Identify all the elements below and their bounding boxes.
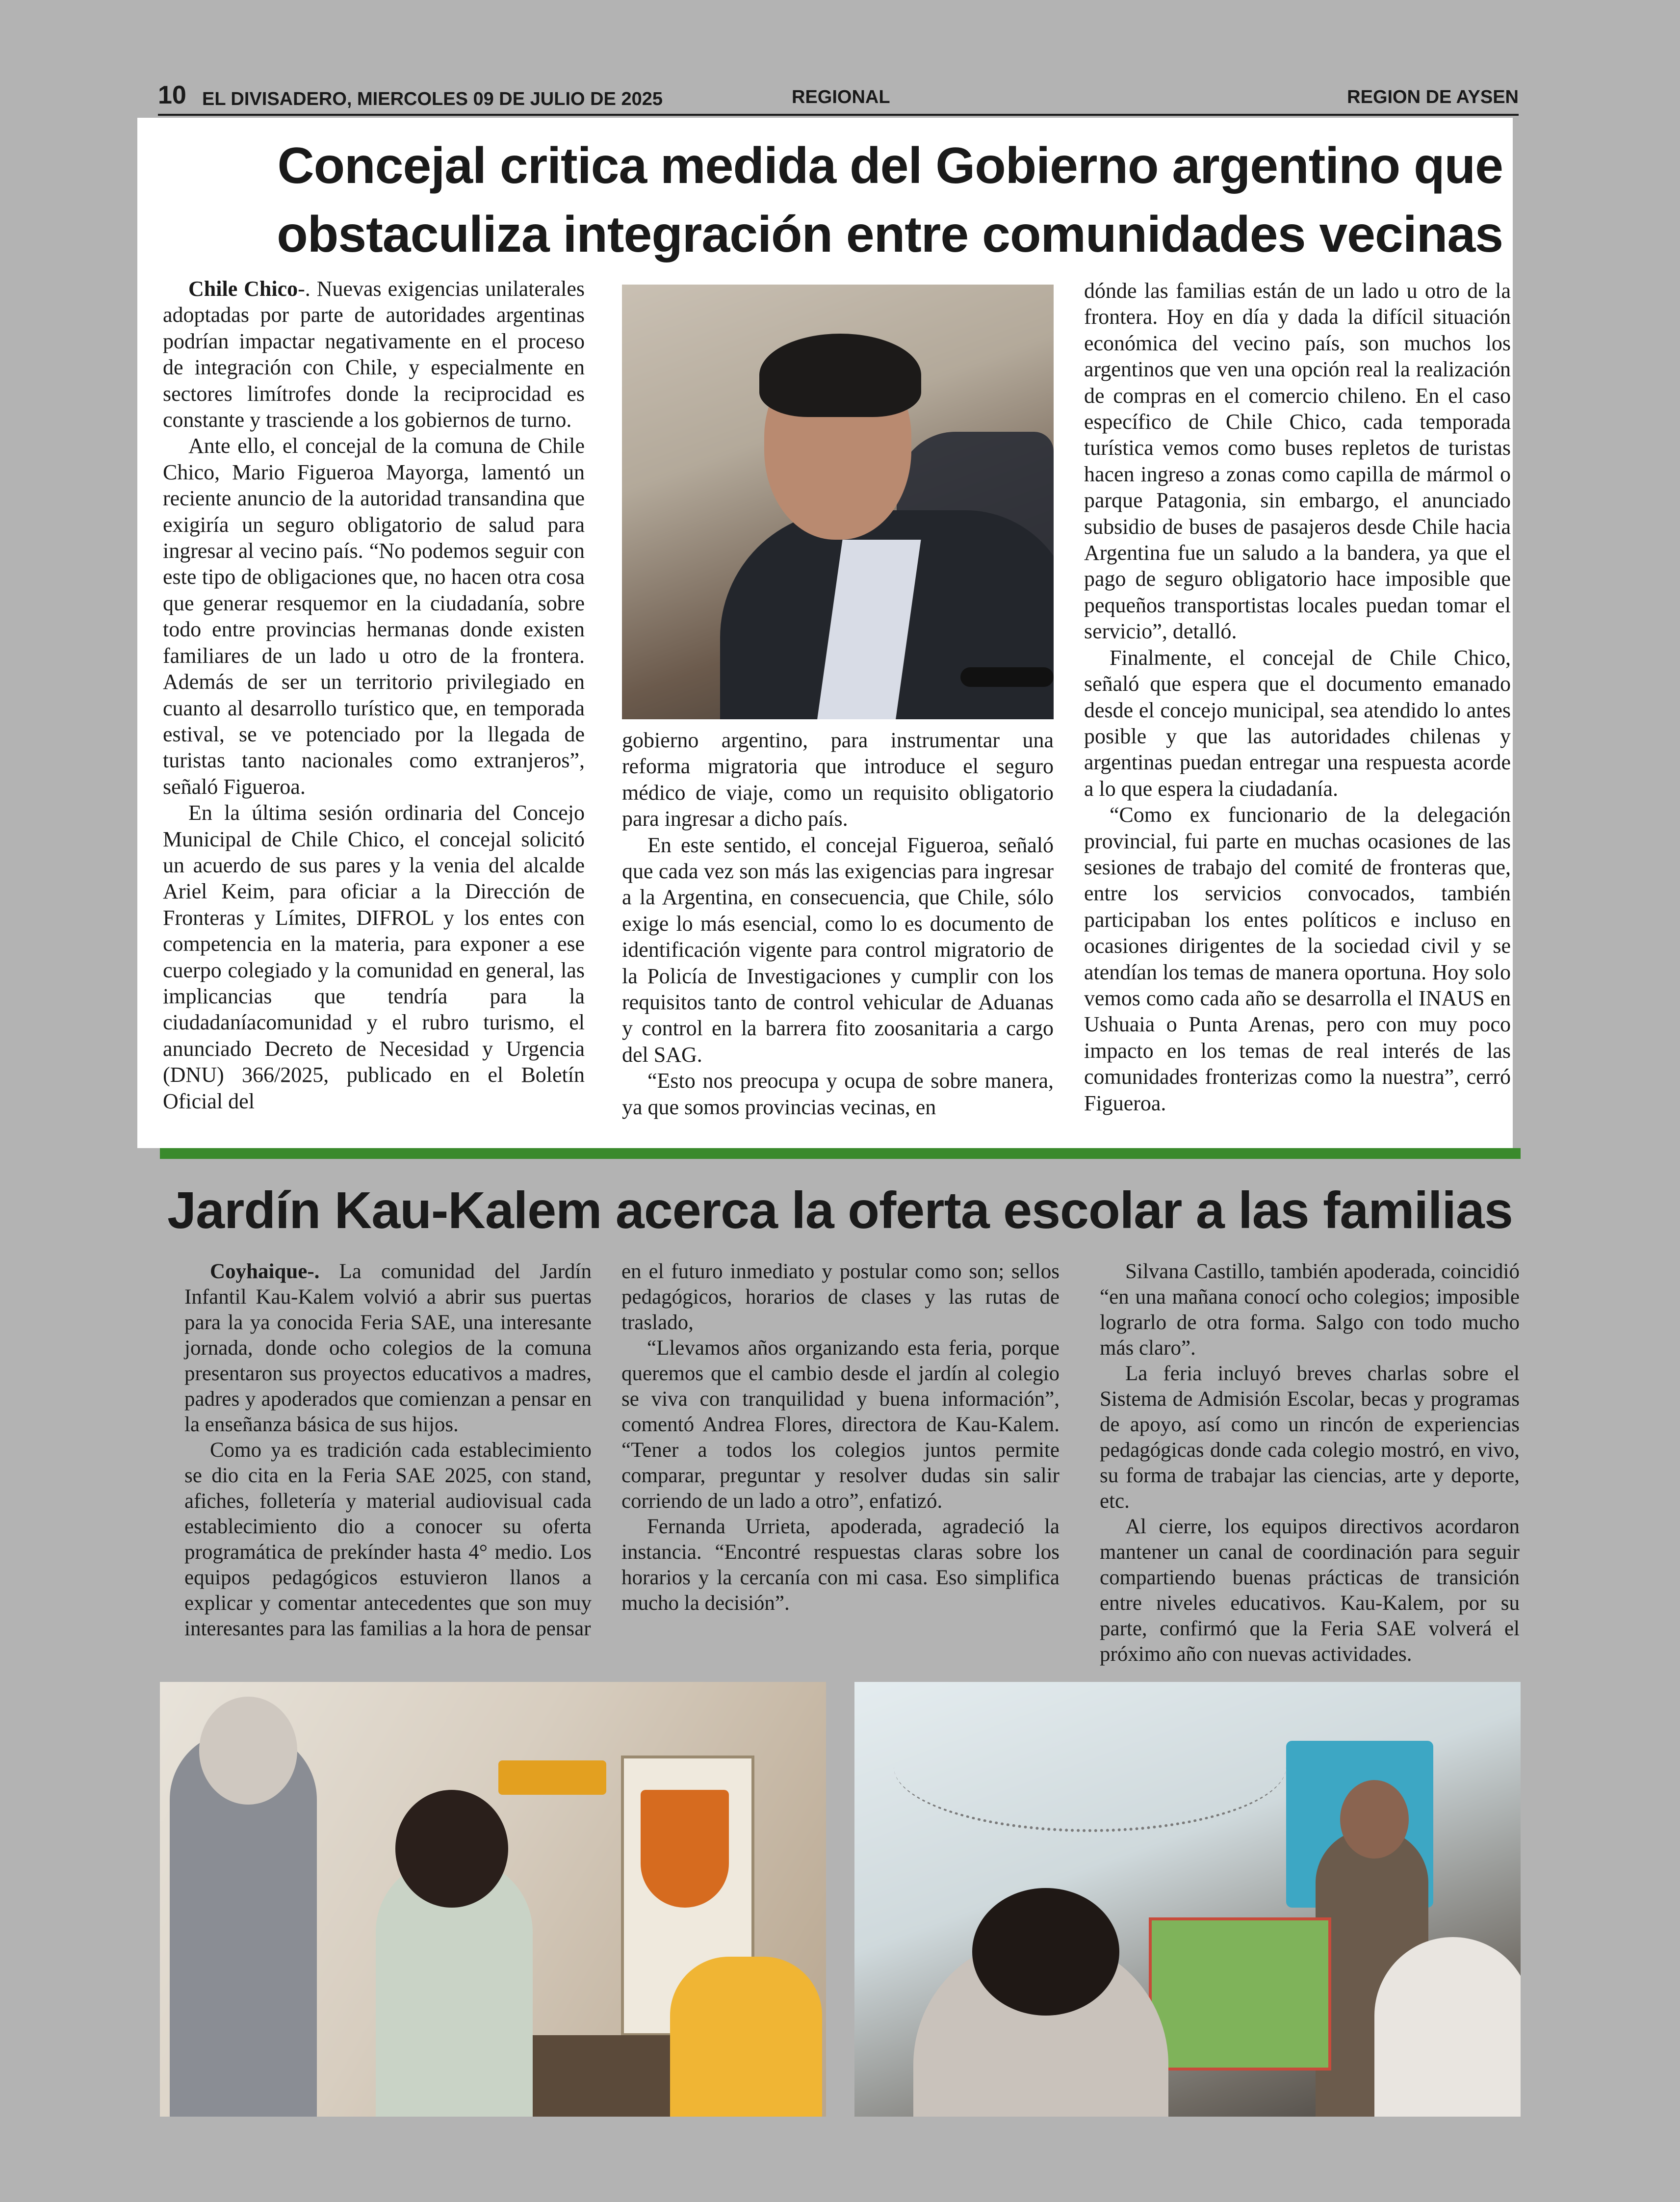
paragraph: “Como ex funcionario de la delegación provincial, fui parte en muchas ocasiones de las sesiones de trabajo del comité de fronteras que, entre los servicios convocados, también participaban los entes políticos e incluso en ocasiones dirigentes de la sociedad civil y se atendían los temas de manera oportuna. Hoy solo vemos como cada año se desarrolla el INAUS en Ushuaia o Punta Arenas, pero con muy poco impacto en los temas de real interés de las comunidades fronterizas como la nuestra”, cerró Figueroa.: [1084, 803, 1511, 1115]
photo-person-visitor-right: [1374, 1937, 1521, 2117]
article-concejal-column-2: [622, 727, 1054, 1120]
newspaper-dateline: EL DIVISADERO, MIERCOLES 09 DE JULIO DE 2025: [202, 89, 663, 109]
article-concejal-column-1: [163, 276, 585, 1114]
paragraph: En este sentido, el concejal Figueroa, señaló que cada vez son más las exigencias para ingresar a la Argentina, en consecuencia, que Chile, sólo exige lo más esencial, como lo es documento de identificación vigente para control migratorio de la Policía de Investigaciones y cumplir con los requisitos tanto de control vehicular de Aduanas y control en la barrera fito zoosanitaria a cargo del SAG.: [622, 833, 1054, 1067]
photo-person-man-head: [199, 1697, 297, 1805]
paragraph: Al cierre, los equipos directivos acordaron mantener un canal de coordinación para seguir compartiendo buenas prácticas de transición entre niveles educativos. Kau-Kalem, por su parte, confirmó que la Feria SAE volverá el próximo año con nuevas actividades.: [1100, 1515, 1520, 1666]
article-jardin-column-3: [1100, 1259, 1520, 1667]
paragraph-text: -. Nuevas exigencias unilaterales adoptadas por parte de autoridades argentinas podrían impactar negativamente en el proceso de integración con Chile, y especialmente en sectores limítrofes donde la reciprocidad es constante y trasciende a los gobiernos de turno.: [163, 277, 585, 432]
paragraph: [163, 276, 585, 433]
paragraph: dónde las familias están de un lado u otro de la frontera. Hoy en día y dada la difícil situación económica del vecino país, son muchos los argentinos que ven una opción real la realización de compras en el comercio chileno. En el caso específico de Chile Chico, cada temporada turística vemos como buses repletos de turistas hacen ingreso a zonas como capilla de mármol o parque Patagonia, sin embargo, el anunciado subsidio de buses de pasajeros desde Chile hacia Argentina fue un saludo a la bandera, ya que el pago de seguro obligatorio hace imposible que pequeños transportistas locales puedan tomar el servicio”, detalló.: [1084, 279, 1511, 644]
headline-line-1: Concejal critica medida del Gobierno argentino que: [277, 137, 1503, 194]
page-number: 10: [158, 81, 186, 109]
page-header: [158, 82, 1519, 116]
photo-person-woman-head: [395, 1790, 508, 1908]
concejal-portrait-photo: [622, 285, 1054, 719]
paragraph: Finalmente, el concejal de Chile Chico, señaló que espera que el documento emanado desde el concejo municipal, sea atendido lo antes posible y que las autoridades chilenas y argentinas puedan entregar una respuesta acorde a lo que espera la ciudadanía.: [1084, 645, 1511, 801]
region-name: REGION DE AYSEN: [1347, 87, 1519, 107]
paragraph: en el futuro inmediato y postular como son; sellos pedagógicos, horarios de clases y las rutas de traslado,: [621, 1260, 1060, 1334]
photo-garland: [894, 1702, 1286, 1832]
dateline: Chile Chico: [188, 277, 298, 301]
dateline: Coyhaique-.: [210, 1260, 320, 1283]
section-name: REGIONAL: [792, 87, 890, 107]
paragraph: “Esto nos preocupa y ocupa de sobre manera, ya que somos provincias vecinas, en: [622, 1069, 1054, 1119]
photo-poster: [498, 1760, 606, 1795]
green-divider: [160, 1148, 1521, 1159]
article-jardin-column-1: [184, 1259, 592, 1642]
headline-line-2: obstaculiza integración entre comunidades vecinas: [277, 206, 1503, 263]
paragraph: [184, 1259, 592, 1438]
paragraph: “Llevamos años organizando esta feria, porque queremos que el cambio desde el jardín al colegio se viva con tranquilidad y buena información”, comentó Andrea Flores, directora de Kau-Kalem. “Tener a todos los colegios juntos permite comparar, preguntar y resolver dudas sin salir corriendo de un lado a otro”, enfatizó.: [621, 1337, 1060, 1513]
paragraph: Como ya es tradición cada establecimiento se dio cita en la Feria SAE 2025, con stand, afiches, folletería y material audiovisual cada establecimiento dio a conocer su oferta programática de prekínder hasta 4° medio. Los equipos pedagógicos estuvieron llanos a explicar y comentar antecedentes que son muy interesantes para las familias a la hora de pensar: [184, 1439, 592, 1640]
paragraph: Fernanda Urrieta, apoderada, agradeció la instancia. “Encontré respuestas claras sobre los horarios y la cercanía con mi casa. Eso simplifica mucho la decisión”.: [621, 1515, 1060, 1615]
article-concejal-column-3: [1084, 278, 1511, 1116]
photo-person-teacher-head: [1340, 1780, 1409, 1859]
photo-school-shield: [641, 1790, 729, 1908]
paragraph: gobierno argentino, para instrumentar una reforma migratoria que introduce el seguro médico de viaje, como un requisito obligatorio para ingresar a dicho país.: [622, 728, 1054, 831]
feria-photo-right: [854, 1682, 1521, 2117]
article-concejal-headline: [277, 131, 1503, 269]
photo-person-seated: [670, 1957, 822, 2117]
photo-microphone: [960, 667, 1054, 687]
photo-person-visitor-head: [972, 1888, 1119, 2016]
paragraph: La feria incluyó breves charlas sobre el Sistema de Admisión Escolar, becas y programas de apoyo, así como un rincón de experiencias pedagógicas donde cada colegio mostró, en vivo, su forma de trabajar las ciencias, arte y deporte, etc.: [1100, 1362, 1520, 1513]
article-jardin-headline: Jardín Kau-Kalem acerca la oferta escolar a las familias: [167, 1181, 1513, 1239]
article-jardin-column-2: [621, 1259, 1060, 1616]
paragraph: En la última sesión ordinaria del Concejo Municipal de Chile Chico, el concejal solicitó un acuerdo de sus pares y la venia del alcalde Ariel Keim, para oficiar a la Dirección de Fronteras y Límites, DIFROL y los entes con competencia en la materia, para exponer a ese cuerpo colegiado y la comunidad en general, las implicancias que tendría para la ciudadaníacomunidad y el rubro turismo, el anunciado Decreto de Necesidad y Urgencia (DNU) 366/2025, publicado en el Boletín Oficial del: [163, 801, 585, 1113]
paragraph: Silvana Castillo, también apoderada, coincidió “en una mañana conocí ocho colegios; imposible lograrlo de otra forma. Salgo con todo mucho más claro”.: [1100, 1260, 1520, 1360]
article-concejal: [137, 118, 1513, 1148]
photo-hair: [759, 334, 921, 417]
paragraph: Ante ello, el concejal de la comuna de Chile Chico, Mario Figueroa Mayorga, lamentó un reciente anuncio de la autoridad transandina que exigiría un seguro obligatorio de salud para ingresar al vecino país. “No podemos seguir con este tipo de obligaciones que, no hacen otra cosa que generar resquemor en la ciudadanía, sobre todo entre provincias hermanas donde existen familiares de un lado u otro de la frontera. Además de ser un territorio privilegiado en cuanto al desarrollo turístico que, en temporada estival, se ve potenciado por la llegada de turistas tanto nacionales como extranjeros”, señaló Figueroa.: [163, 434, 585, 799]
paragraph-text: La comunidad del Jardín Infantil Kau-Kalem volvió a abrir sus puertas para la ya conocida Feria SAE, una interesante jornada, donde ocho colegios de la comuna presentaron sus proyectos educativos a madres, padres y apoderados que comienzan a pensar en la enseñanza básica de sus hijos.: [184, 1260, 592, 1436]
feria-photo-left: [160, 1682, 826, 2117]
photo-display-stand: [1149, 1917, 1331, 2071]
